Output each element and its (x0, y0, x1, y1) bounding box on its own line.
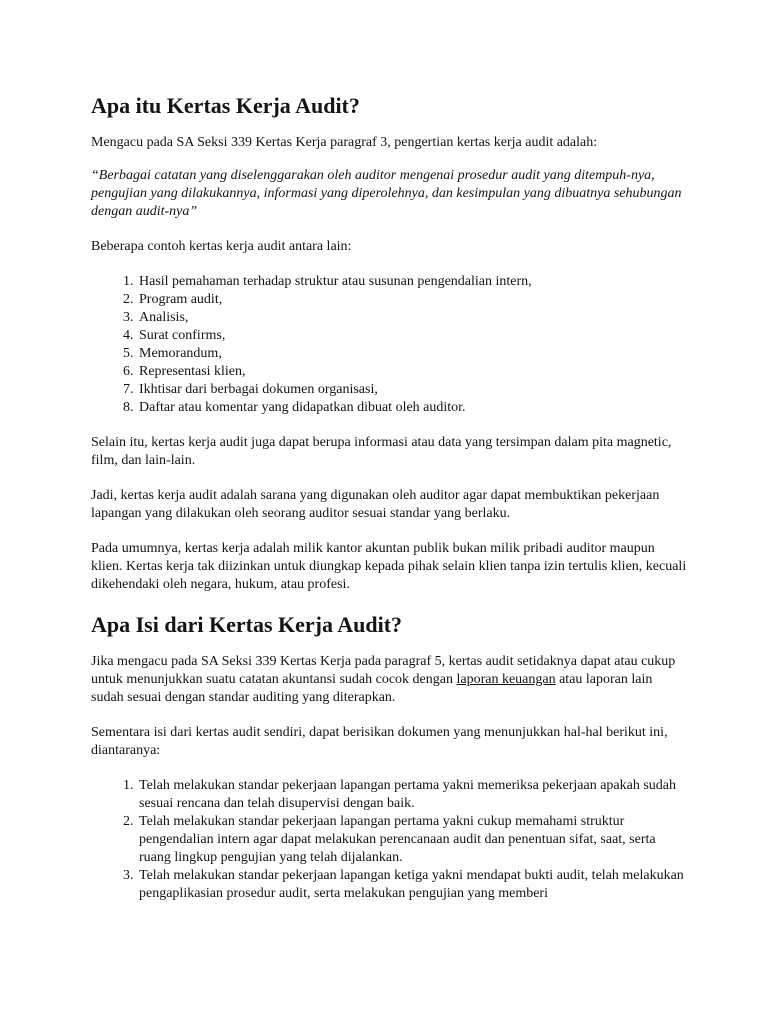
paragraph-means: Jadi, kertas kerja audit adalah sarana yang digunakan oleh auditor agar dapat membuktikan pekerjaan lapangan yang dilakukan oleh seorang auditor sesuai standar yang berlaku. (91, 488, 660, 521)
list-item: 1. Hasil pemahaman terhadap struktur atau susunan pengendalian intern, (137, 273, 687, 291)
list-item: 2. Telah melakukan standar pekerjaan lapangan pertama yakni cukup memahami struktur pengendalian intern agar dapat melakukan perencanaan audit dan penentuan sifat, saat, serta ruang lingkup pengujian yang telah dijalankan. (137, 813, 687, 867)
paragraph-text: atau laporan lain sudah sesuai dengan standar auditing yang diterapkan. (91, 672, 653, 705)
laporan-keuangan-link[interactable]: laporan keuangan (456, 672, 556, 687)
examples-intro: Beberapa contoh kertas kerja audit antara lain: (91, 239, 352, 254)
list-item: 1. Telah melakukan standar pekerjaan lapangan pertama yakni memeriksa pekerjaan apakah sudah sesuai rencana dan telah disupervisi dengan baik. (137, 777, 687, 813)
heading-kertas-kerja-audit: Apa itu Kertas Kerja Audit? (91, 93, 360, 118)
list-item: 3. Telah melakukan standar pekerjaan lapangan ketiga yakni mendapat bukti audit, telah melakukan pengaplikasian prosedur audit, serta melakukan pengujian yang memberi (137, 867, 687, 903)
paragraph-other-forms: Selain itu, kertas kerja audit juga dapat berupa informasi atau data yang tersimpan dalam pita magnetic, film, dan lain-lain. (91, 435, 672, 468)
paragraph-text: Jika mengacu pada SA Seksi 339 Kertas Kerja pada paragraf 5, kertas audit setidaknya dapat atau cukup untuk menunjukkan suatu catatan akuntansi sudah cocok dengan (91, 654, 676, 687)
document-content (91, 92, 687, 903)
heading-isi-kertas-kerja-audit: Apa Isi dari Kertas Kerja Audit? (91, 612, 403, 637)
list-item: 6. Representasi klien, (137, 363, 687, 381)
intro-paragraph: Mengacu pada SA Seksi 339 Kertas Kerja paragraf 3, pengertian kertas kerja audit adalah: (91, 135, 598, 150)
list-item: 8. Daftar atau komentar yang didapatkan dibuat oleh auditor. (137, 399, 687, 417)
paragraph-ownership: Pada umumnya, kertas kerja adalah milik kantor akuntan publik bukan milik pribadi auditor maupun klien. Kertas kerja tak diizinkan untuk diungkap kepada pihak selain klien tanpa izin tertulis klien, kecuali dikehendaki oleh negara, hukum, atau profesi. (91, 541, 687, 592)
list-item: 4. Surat confirms, (137, 327, 687, 345)
paragraph-sa-339 (91, 653, 687, 707)
list-item: 5. Memorandum, (137, 345, 687, 363)
examples-list (91, 273, 687, 417)
contents-intro: Sementara isi dari kertas audit sendiri, dapat berisikan dokumen yang menunjukkan hal-hal berikut ini, diantaranya: (91, 725, 668, 758)
list-item: 2. Program audit, (137, 291, 687, 309)
list-item: 3. Analisis, (137, 309, 687, 327)
list-item: 7. Ikhtisar dari berbagai dokumen organisasi, (137, 381, 687, 399)
contents-list (91, 777, 687, 903)
definition-quote: “Berbagai catatan yang diselenggarakan oleh auditor mengenai prosedur audit yang ditempuh-nya, pengujian yang dilakukannya, informasi yang diperolehnya, dan kesimpulan yang dibuatnya sehubungan dengan audit-nya” (91, 168, 682, 219)
